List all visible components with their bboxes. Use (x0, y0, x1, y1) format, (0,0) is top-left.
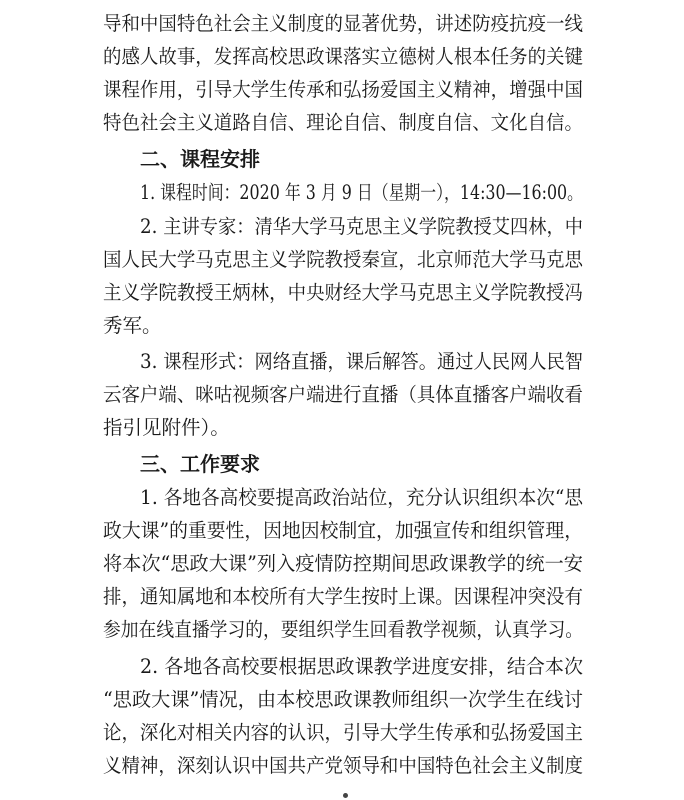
body-line (0, 276, 684, 310)
body-line-text: 论，深化对相关内容的认识，引导大学生传承和弘扬爱国主 (103, 721, 583, 744)
body-line (0, 210, 684, 244)
body-line (0, 309, 684, 343)
body-line-text: 将本次“思政大课”列入疫情防控期间思政课教学的统一安 (103, 552, 583, 575)
body-line (0, 650, 684, 684)
section-heading (0, 447, 684, 481)
body-line (0, 481, 684, 515)
body-line-text: 2. 各地各高校要根据思政课教学进度安排，结合本次 (140, 655, 584, 678)
body-line (0, 683, 684, 717)
body-line (0, 580, 684, 614)
body-line-text: 秀军。 (103, 314, 162, 337)
body-line-text: 指引见附件）。 (103, 416, 230, 439)
body-line-text: 国人民大学马克思主义学院教授秦宣，北京师范大学马克思 (103, 248, 583, 271)
body-line-text: 2. 主讲专家：清华大学马克思主义学院教授艾四林，中 (140, 215, 584, 238)
section-heading (0, 142, 684, 176)
body-line-text: 课程作用，引导大学生传承和弘扬爱国主义精神，增强中国 (103, 78, 583, 101)
body-line-text: 1. 各地各高校要提高政治站位，充分认识组织本次“思 (140, 486, 584, 509)
body-line (0, 106, 684, 140)
body-line (0, 176, 684, 210)
body-line (0, 547, 684, 581)
section-heading-text: 二、课程安排 (140, 147, 260, 171)
body-line-text: 的感人故事，发挥高校思政课落实立德树人根本任务的关键 (103, 45, 583, 68)
body-line-text: 3. 课程形式：网络直播，课后解答。通过人民网人民智 (140, 350, 584, 373)
body-line (0, 613, 684, 647)
body-line (0, 40, 684, 74)
body-line-text: 排，通知属地和本校所有大学生按时上课。因课程冲突没有 (103, 585, 583, 608)
body-line-text: “思政大课”情况，由本校思政课教师组织一次学生在线讨 (103, 688, 583, 711)
body-line (0, 411, 684, 445)
body-line-text: 云客户端、咪咕视频客户端进行直播（具体直播客户端收看 (103, 383, 583, 406)
body-line (0, 749, 684, 783)
body-line-text: 政大课”的重要性，因地因校制宜，加强宣传和组织管理， (103, 519, 584, 542)
body-line (0, 716, 684, 750)
body-line (0, 73, 684, 107)
body-line (0, 378, 684, 412)
body-line-text: 导和中国特色社会主义制度的显著优势，讲述防疫抗疫一线 (103, 12, 583, 35)
section-heading-text: 三、工作要求 (140, 452, 260, 476)
body-line-text: 主义学院教授王炳林，中央财经大学马克思主义学院教授冯 (103, 281, 583, 304)
body-line-text: 义精神，深刻认识中国共产党领导和中国特色社会主义制度 (103, 754, 583, 777)
body-line (0, 514, 684, 548)
body-line-text: 参加在线直播学习的，要组织学生回看教学视频，认真学习。 (103, 618, 584, 641)
body-line (0, 243, 684, 277)
body-line-text: 1. 课程时间：2020 年 3 月 9 日（星期一），14:30—16:00。 (140, 181, 583, 204)
body-line-text: 特色社会主义道路自信、理论自信、制度自信、文化自信。 (103, 111, 583, 134)
body-line (0, 345, 684, 379)
page-fragment-mark (343, 793, 348, 798)
body-line (0, 7, 684, 41)
